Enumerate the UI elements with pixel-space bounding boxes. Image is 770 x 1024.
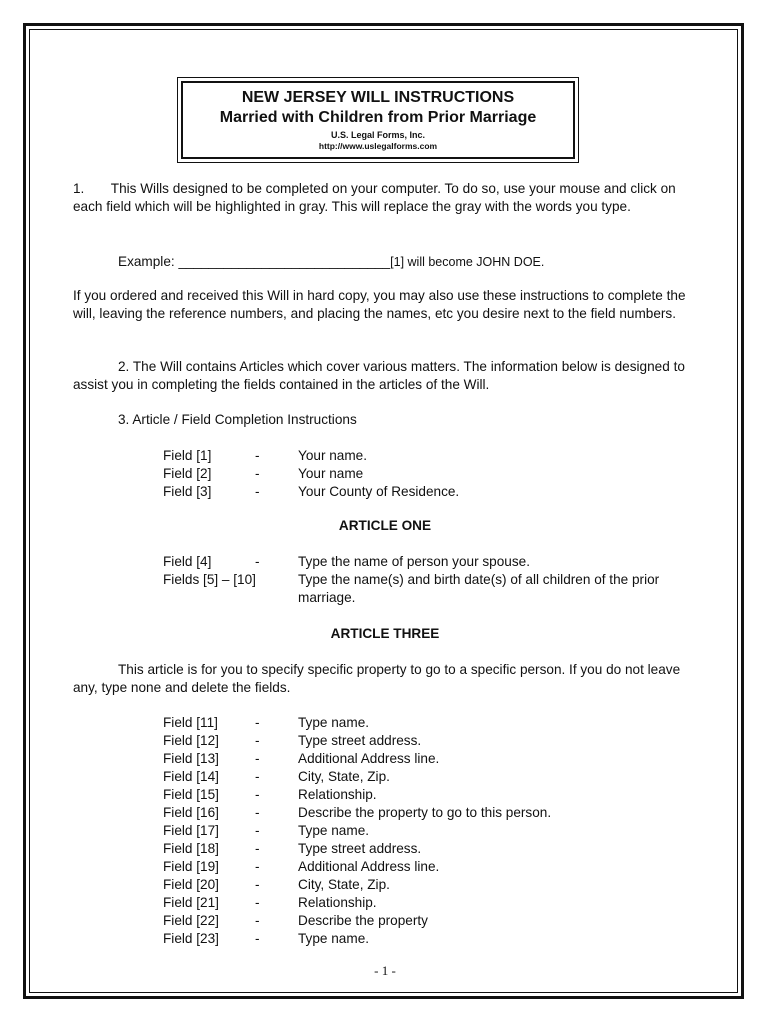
field-description: Your County of Residence. bbox=[298, 484, 460, 499]
field-number: Field [2] bbox=[163, 466, 212, 481]
publisher-name: U.S. Legal Forms, Inc. bbox=[330, 130, 426, 140]
field-description: Type street address. bbox=[298, 733, 422, 748]
paragraph-4: This article is for you to specify specific property to go to a specific person. If you do not leave any, type none and delete the fields. bbox=[73, 662, 681, 695]
field-dash: - bbox=[255, 805, 260, 820]
field-dash: - bbox=[255, 895, 260, 910]
field-description: Relationship. bbox=[298, 787, 377, 802]
field-number: Field [23] bbox=[163, 931, 219, 946]
field-dash: - bbox=[255, 913, 260, 928]
field-list-article-one bbox=[163, 553, 678, 607]
field-description: Type the name(s) and birth date(s) of all children of the prior marriage. bbox=[298, 572, 660, 605]
field-number: Field [21] bbox=[163, 895, 219, 910]
field-number: Field [22] bbox=[163, 913, 219, 928]
field-number: Field [12] bbox=[163, 733, 219, 748]
field-number: Field [18] bbox=[163, 841, 219, 856]
field-dash: - bbox=[255, 877, 260, 892]
article-three-heading: ARTICLE THREE bbox=[330, 626, 440, 641]
field-row bbox=[163, 768, 678, 786]
field-description: Type name. bbox=[298, 715, 370, 730]
section-3-heading: 3. Article / Field Completion Instructions bbox=[118, 412, 357, 427]
field-row bbox=[163, 447, 678, 465]
field-row bbox=[163, 750, 678, 768]
field-description: Type name. bbox=[298, 931, 370, 946]
field-dash: - bbox=[255, 554, 260, 569]
field-row bbox=[163, 822, 678, 840]
field-description: City, State, Zip. bbox=[298, 877, 390, 892]
field-description: Additional Address line. bbox=[298, 751, 440, 766]
field-dash: - bbox=[255, 733, 260, 748]
field-description: Your name. bbox=[298, 448, 368, 463]
example-tail: [1] will become JOHN DOE. bbox=[390, 255, 545, 269]
paragraph-2: If you ordered and received this Will in hard copy, you may also use these instructions to complete the will, leaving the reference numbers, and placing the names, etc you desire next to the field numbers. bbox=[73, 288, 686, 321]
field-description: Your name bbox=[298, 466, 364, 481]
example-line bbox=[118, 253, 544, 271]
field-description: Describe the property to go to this person. bbox=[298, 805, 552, 820]
field-description: Additional Address line. bbox=[298, 859, 440, 874]
field-row bbox=[163, 714, 678, 732]
field-row bbox=[163, 912, 678, 930]
field-number: Field [11] bbox=[163, 715, 218, 730]
field-dash: - bbox=[255, 787, 260, 802]
field-dash: - bbox=[255, 715, 260, 730]
field-row bbox=[163, 804, 678, 822]
field-description: Type the name of person your spouse. bbox=[298, 554, 530, 569]
paragraph-3: 2. The Will contains Articles which cover various matters. The information below is designed to assist you in completing the fields contained in the articles of the Will. bbox=[73, 359, 685, 392]
field-dash: - bbox=[255, 931, 260, 946]
field-number: Field [4] bbox=[163, 554, 212, 569]
field-description: City, State, Zip. bbox=[298, 769, 390, 784]
publisher-url[interactable]: http://www.uslegalforms.com bbox=[318, 141, 438, 151]
field-dash: - bbox=[255, 769, 260, 784]
field-number: Field [17] bbox=[163, 823, 219, 838]
field-dash: - bbox=[255, 859, 260, 874]
field-list-a bbox=[163, 447, 678, 501]
field-number: Field [13] bbox=[163, 751, 219, 766]
field-number: Field [3] bbox=[163, 484, 212, 499]
field-number: Field [14] bbox=[163, 769, 219, 784]
field-row bbox=[163, 858, 678, 876]
field-list-b bbox=[163, 714, 678, 948]
field-number: Field [20] bbox=[163, 877, 219, 892]
field-number: Field [19] bbox=[163, 859, 219, 874]
field-dash: - bbox=[255, 484, 260, 499]
example-label: Example: ____________________________ bbox=[118, 254, 391, 269]
field-description: Type name. bbox=[298, 823, 370, 838]
title-box bbox=[181, 81, 575, 159]
field-dash: - bbox=[255, 841, 260, 856]
field-row bbox=[163, 571, 678, 607]
field-row bbox=[163, 894, 678, 912]
field-row bbox=[163, 930, 678, 948]
field-dash: - bbox=[255, 823, 260, 838]
document-subtitle: Married with Children from Prior Marriage bbox=[219, 109, 537, 126]
field-row bbox=[163, 483, 678, 501]
field-dash: - bbox=[255, 751, 260, 766]
article-one-heading: ARTICLE ONE bbox=[338, 518, 432, 533]
field-dash: - bbox=[255, 448, 260, 463]
field-row bbox=[163, 465, 678, 483]
document-title: NEW JERSEY WILL INSTRUCTIONS bbox=[241, 89, 515, 106]
field-number: Field [16] bbox=[163, 805, 219, 820]
field-description: Relationship. bbox=[298, 895, 377, 910]
field-number: Field [15] bbox=[163, 787, 219, 802]
field-number: Field [1] bbox=[163, 448, 212, 463]
field-row bbox=[163, 840, 678, 858]
field-row bbox=[163, 876, 678, 894]
field-description: Describe the property bbox=[298, 913, 428, 928]
paragraph-1: 1. This Wills designed to be completed on your computer. To do so, use your mouse and click on each field which will be highlighted in gray. This will replace the gray with the words you type. bbox=[73, 181, 676, 214]
field-dash: - bbox=[255, 466, 260, 481]
field-row bbox=[163, 786, 678, 804]
field-row bbox=[163, 732, 678, 750]
field-number: Fields [5] – [10] bbox=[163, 572, 256, 587]
field-description: Type street address. bbox=[298, 841, 422, 856]
page-number: - 1 - bbox=[374, 963, 396, 978]
field-row bbox=[163, 553, 678, 571]
